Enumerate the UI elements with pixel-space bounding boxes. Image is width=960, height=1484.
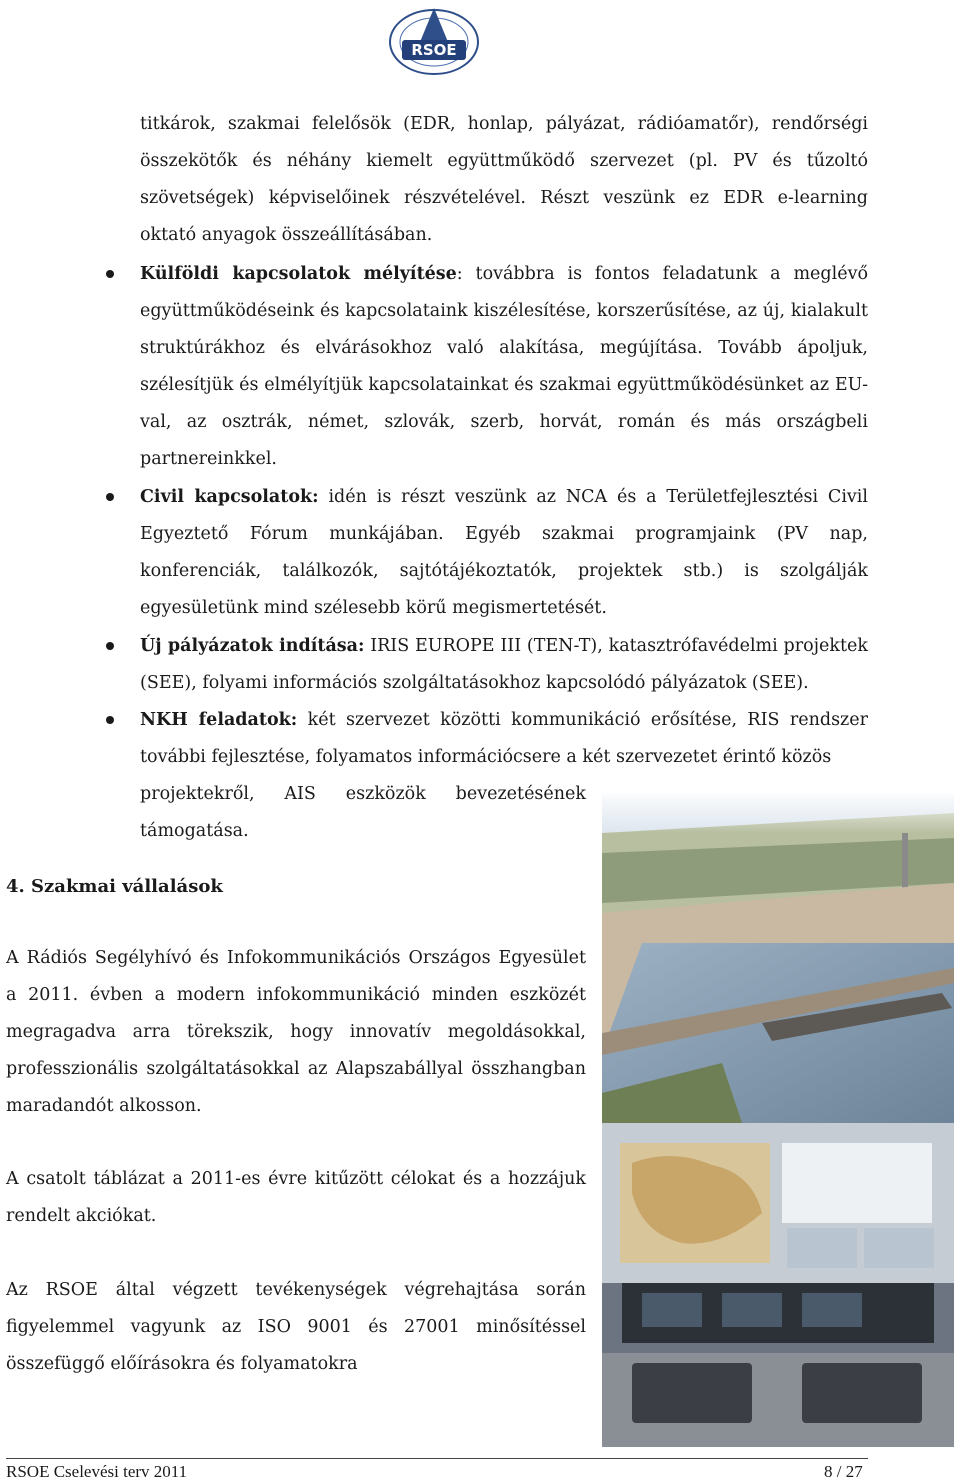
bullet-text: két szervezet közötti kommunikáció erősítése, RIS rendszer további fejlesztése, folyamatos információcsere a két szervezetet érintő közös <box>140 710 868 767</box>
bullet-text: : továbbra is fontos feladatunk a meglévő együttműködéseink és kapcsolataink kiszélesítése, korszerűsítése, az új, kialakult struktúrákhoz és elvárásokhoz való alakítása, megújítása. Tovább ápoljuk, szélesítjük és elmélyítjük kapcsolatainkat és szakmai együttműködésünket az EU-val, az osztrák, német, szlovák, szerb, horvát, román és más országbeli partnereinkkel. <box>140 264 868 469</box>
rsoe-logo <box>388 2 480 82</box>
svg-text:RSOE: RSOE <box>411 41 457 59</box>
bullet-civil-relations <box>140 479 868 627</box>
page-number: 8 / 27 <box>824 1462 863 1481</box>
bullet-text: IRIS EUROPE III (TEN-T), katasztrófavédelmi projektek (SEE), folyami információs szolgáltatásokhoz kapcsolódó pályázatok (SEE). <box>140 636 869 693</box>
section-paragraph: Az RSOE által végzett tevékenységek végrehajtása során figyelemmel vagyunk az ISO 9001 és 27001 minősítéssel összefüggő előírásokra és folyamatokra <box>6 1280 586 1374</box>
bullet-dot <box>106 493 114 501</box>
photo-collage <box>602 793 954 1447</box>
section-paragraph: A csatolt táblázat a 2011-es évre kitűzött célokat és a hozzájuk rendelt akciókat. <box>6 1169 586 1226</box>
bullet-nkh-continuation <box>140 776 586 850</box>
bullet-text: projektekről, AIS eszközök bevezetésének támogatása. <box>140 784 586 841</box>
bullet-dot <box>106 270 114 278</box>
section-heading: 4. Szakmai vállalások <box>6 876 223 897</box>
bullet-title: NKH feladatok: <box>140 710 298 730</box>
bullet-dot <box>106 716 114 724</box>
bullet-text: idén is részt veszünk az NCA és a Területfejlesztési Civil Egyeztető Fórum munkájában. Egyéb szakmai programjaink (PV nap, konferenciák, találkozók, sajtótájékoztatók, projektek stb.) is szolgálják egyesületünk mind szélesebb körű megismertetését. <box>140 487 869 618</box>
bullet-foreign-relations <box>140 256 868 478</box>
bullet-dot <box>106 642 114 650</box>
bullet-title: Civil kapcsolatok: <box>140 487 319 507</box>
footer-divider <box>6 1458 868 1459</box>
bullet-nkh-tasks <box>140 702 868 776</box>
footer-document-title: RSOE Cselevési terv 2011 <box>6 1462 188 1481</box>
section-paragraph: A Rádiós Segélyhívó és Infokommunikációs Országos Egyesület a 2011. évben a modern infokommunikáció minden eszközét megragadva arra törekszik, hogy innovatív megoldásokkal, professzionális szolgáltatásokkal az Alapszabállyal összhangban maradandót alkosson. <box>6 948 586 1116</box>
bullet-title: Új pályázatok indítása: <box>140 636 365 656</box>
bullet-title: Külföldi kapcsolatok mélyítése <box>140 264 457 284</box>
bullet-new-tenders <box>140 628 868 702</box>
intro-paragraph: titkárok, szakmai felelősök (EDR, honlap, pályázat, rádióamatőr), rendőrségi összekötők és néhány kiemelt együttműködő szervezet (pl. PV és tűzoltó szövetségek) képviselőinek részvételével. Részt veszünk ez EDR e-learning oktató anyagok összeállításában. <box>140 114 868 245</box>
